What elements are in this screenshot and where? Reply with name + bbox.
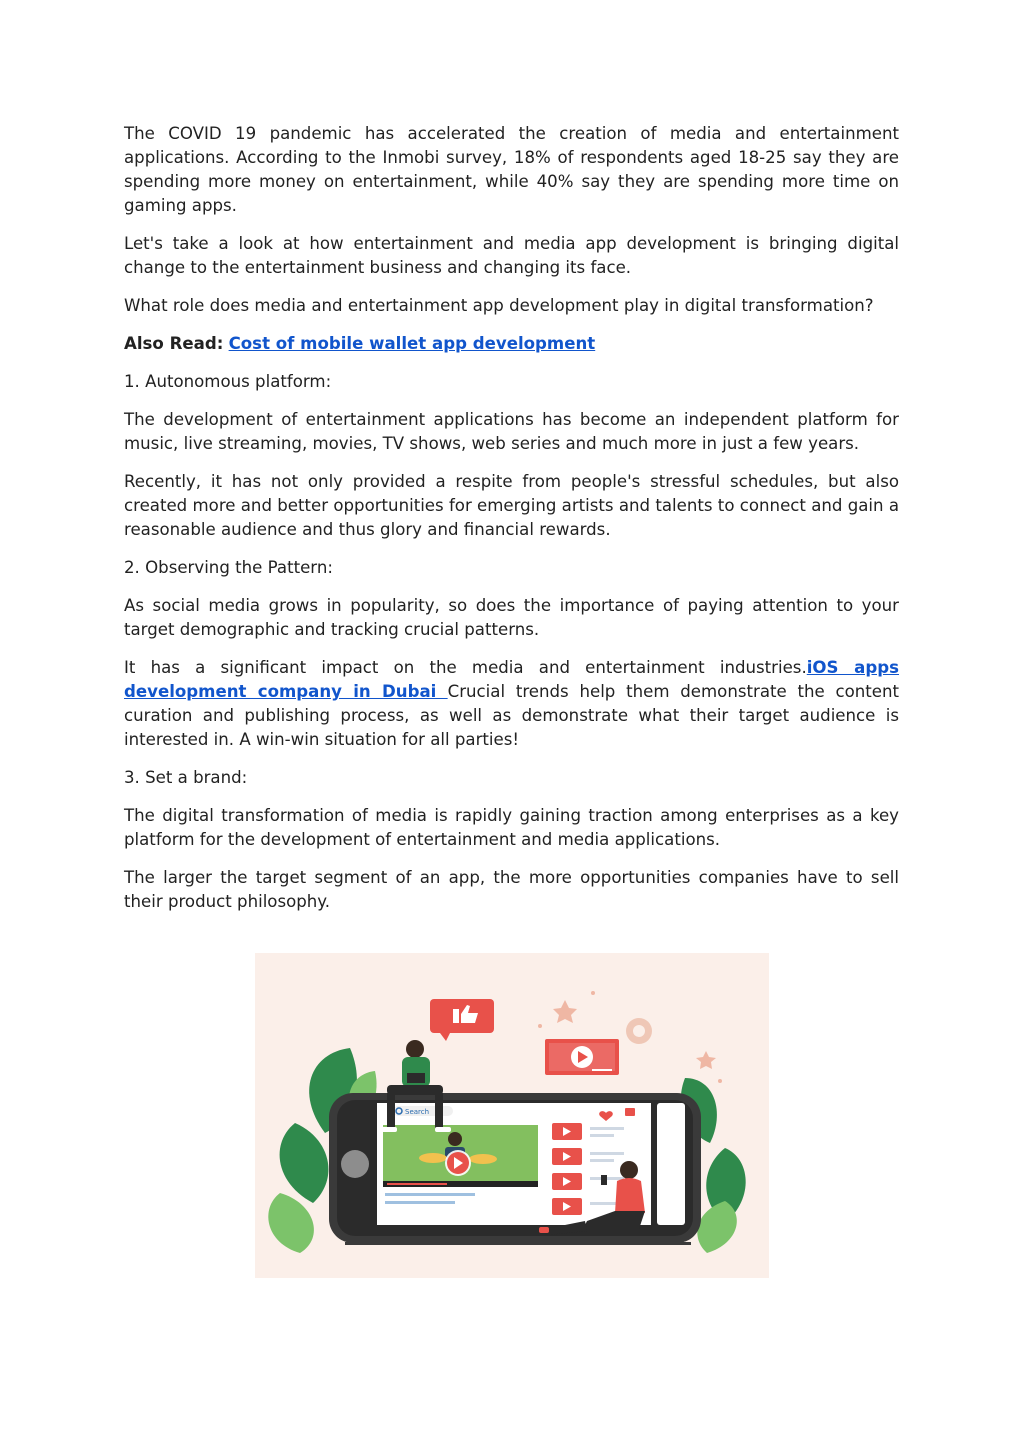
video-card-icon bbox=[545, 1039, 619, 1075]
paragraph-lets-look: Let's take a look at how entertainment and media app development is bringing digital change to the entertainment business and changing its face. bbox=[124, 234, 899, 277]
gear-icon bbox=[626, 1018, 652, 1044]
paragraph-question: What role does media and entertainment app development play in digital transformation? bbox=[124, 296, 874, 315]
paragraph-impact bbox=[124, 656, 899, 752]
media-app-illustration bbox=[255, 953, 769, 1278]
ios-apps-link[interactable]: iOS apps development company in Dubai bbox=[124, 658, 900, 701]
heading-set-brand: 3. Set a brand: bbox=[124, 768, 248, 787]
also-read-link[interactable]: Cost of mobile wallet app development bbox=[228, 334, 596, 353]
illustration-svg bbox=[255, 953, 769, 1278]
paragraph-target-segment: The larger the target segment of an app, the more opportunities companies have to sell their product philosophy. bbox=[124, 868, 899, 911]
impact-text-after: Crucial trends help them demonstrate the content curation and publishing process, as well as demonstrate what their target audience is interested in. A win-win situation for all parties! bbox=[124, 682, 899, 749]
paragraph-social-media: As social media grows in popularity, so does the importance of paying attention to your target demographic and tracking crucial patterns. bbox=[124, 596, 899, 639]
like-bubble-icon bbox=[430, 999, 494, 1041]
impact-text-before: It has a significant impact on the media and entertainment industries. bbox=[124, 658, 807, 677]
search-label: Search bbox=[405, 1108, 430, 1116]
chat-icon bbox=[625, 1108, 635, 1116]
paragraph-intro: The COVID 19 pandemic has accelerated the creation of media and entertainment applications. According to the Inmobi survey, 18% of respondents aged 18-25 say they are spending more money on entertainment, while 40% say they are spending more time on gaming apps. bbox=[124, 124, 899, 215]
heading-autonomous-platform: 1. Autonomous platform: bbox=[124, 372, 332, 391]
paragraph-digital-transformation: The digital transformation of media is rapidly gaining traction among enterprises as a key platform for the development of entertainment and media applications. bbox=[124, 806, 899, 849]
also-read-label: Also Read: bbox=[124, 334, 224, 353]
heading-observing-pattern: 2. Observing the Pattern: bbox=[124, 558, 333, 577]
ground-line bbox=[345, 1242, 691, 1245]
document-body bbox=[124, 122, 899, 928]
paragraph-recently: Recently, it has not only provided a respite from people's stressful schedules, but also created more and better opportunities for emerging artists and talents to connect and gain a reasonable audience and thus glory and financial rewards. bbox=[124, 472, 899, 539]
paragraph-development: The development of entertainment applications has become an independent platform for music, live streaming, movies, TV shows, web series and much more in just a few years. bbox=[124, 410, 899, 453]
paragraph-also-read bbox=[124, 332, 899, 356]
